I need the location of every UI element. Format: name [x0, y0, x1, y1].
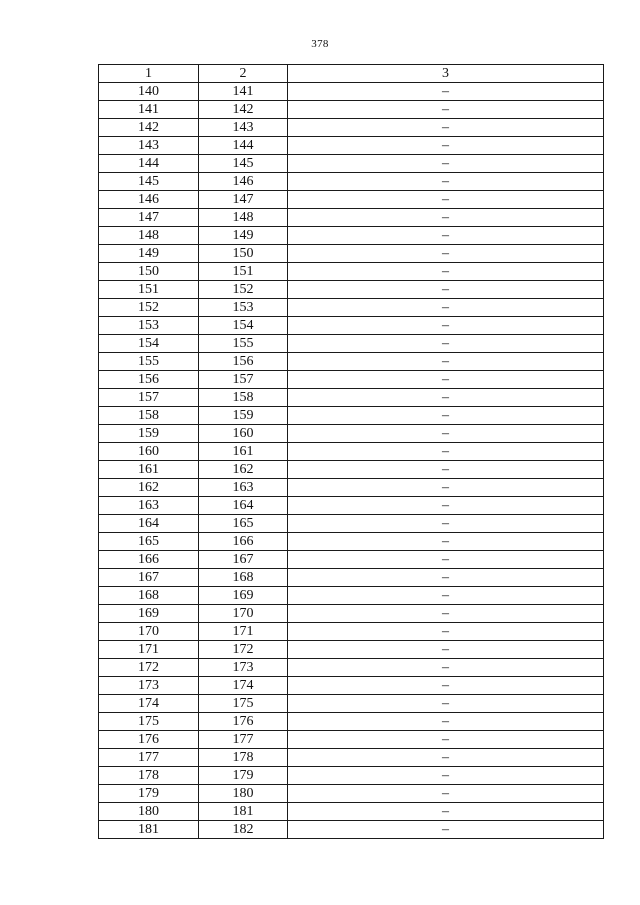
- table-cell-col2: 156: [199, 353, 288, 371]
- table-row: [99, 569, 604, 587]
- table-cell-col2: 177: [199, 731, 288, 749]
- table-cell-col1: 153: [99, 317, 199, 335]
- table-cell-col2: 180: [199, 785, 288, 803]
- table-cell-col2: 170: [199, 605, 288, 623]
- table-cell-col3: –: [288, 713, 604, 731]
- table-cell-col3: –: [288, 515, 604, 533]
- table-cell-col1: 177: [99, 749, 199, 767]
- table-cell-col3: –: [288, 407, 604, 425]
- table-cell-col1: 161: [99, 461, 199, 479]
- table-row: [99, 407, 604, 425]
- table-cell-col3: –: [288, 803, 604, 821]
- table-cell-col1: 171: [99, 641, 199, 659]
- table-cell-col2: 160: [199, 425, 288, 443]
- table-cell-col2: 153: [199, 299, 288, 317]
- table-row: [99, 767, 604, 785]
- table-cell-col3: –: [288, 821, 604, 839]
- table-cell-col2: 169: [199, 587, 288, 605]
- table-cell-col1: 142: [99, 119, 199, 137]
- table-row: [99, 623, 604, 641]
- table-cell-col2: 142: [199, 101, 288, 119]
- table-cell-col2: 174: [199, 677, 288, 695]
- table-row: [99, 389, 604, 407]
- table-cell-col3: –: [288, 83, 604, 101]
- table-cell-col1: 169: [99, 605, 199, 623]
- table-row: [99, 497, 604, 515]
- table-cell-col1: 146: [99, 191, 199, 209]
- table-row: [99, 533, 604, 551]
- table-cell-col2: 166: [199, 533, 288, 551]
- table-cell-col2: 141: [199, 83, 288, 101]
- table-cell-col3: –: [288, 641, 604, 659]
- table-cell-col2: 161: [199, 443, 288, 461]
- table-cell-col2: 158: [199, 389, 288, 407]
- table-cell-col1: 158: [99, 407, 199, 425]
- table-cell-col2: 165: [199, 515, 288, 533]
- table-cell-col1: 151: [99, 281, 199, 299]
- table-cell-col2: 144: [199, 137, 288, 155]
- table-row: [99, 191, 604, 209]
- table-cell-col3: –: [288, 335, 604, 353]
- table-cell-col2: 162: [199, 461, 288, 479]
- table-cell-col1: 147: [99, 209, 199, 227]
- column-header-2: 2: [199, 65, 288, 83]
- table-row: [99, 119, 604, 137]
- table-row: [99, 821, 604, 839]
- table-cell-col1: 143: [99, 137, 199, 155]
- table-cell-col1: 144: [99, 155, 199, 173]
- table-cell-col3: –: [288, 425, 604, 443]
- table-row: [99, 137, 604, 155]
- table-cell-col1: 174: [99, 695, 199, 713]
- table-cell-col3: –: [288, 785, 604, 803]
- table-cell-col1: 148: [99, 227, 199, 245]
- table-cell-col1: 175: [99, 713, 199, 731]
- table-cell-col3: –: [288, 533, 604, 551]
- table-row: [99, 101, 604, 119]
- table-cell-col3: –: [288, 209, 604, 227]
- table-row: [99, 713, 604, 731]
- table-row: [99, 785, 604, 803]
- table-cell-col1: 179: [99, 785, 199, 803]
- table-cell-col1: 176: [99, 731, 199, 749]
- table-cell-col2: 163: [199, 479, 288, 497]
- table-cell-col2: 154: [199, 317, 288, 335]
- table-cell-col2: 173: [199, 659, 288, 677]
- table-cell-col2: 167: [199, 551, 288, 569]
- column-header-3: 3: [288, 65, 604, 83]
- table-cell-col3: –: [288, 281, 604, 299]
- table-row: [99, 317, 604, 335]
- table-cell-col1: 168: [99, 587, 199, 605]
- table-row: [99, 551, 604, 569]
- table-row: [99, 353, 604, 371]
- table-cell-col3: –: [288, 461, 604, 479]
- table-cell-col1: 154: [99, 335, 199, 353]
- table-cell-col2: 145: [199, 155, 288, 173]
- table-row: [99, 587, 604, 605]
- table-cell-col3: –: [288, 227, 604, 245]
- table-row: [99, 173, 604, 191]
- table-cell-col1: 141: [99, 101, 199, 119]
- table-row: [99, 245, 604, 263]
- table-row: [99, 281, 604, 299]
- table-cell-col2: 150: [199, 245, 288, 263]
- table-cell-col2: 171: [199, 623, 288, 641]
- table-cell-col3: –: [288, 497, 604, 515]
- table-header: [99, 65, 604, 83]
- table-cell-col1: 167: [99, 569, 199, 587]
- table-cell-col1: 173: [99, 677, 199, 695]
- table-cell-col1: 155: [99, 353, 199, 371]
- header-row: [99, 65, 604, 83]
- table-cell-col1: 166: [99, 551, 199, 569]
- table-row: [99, 605, 604, 623]
- table-row: [99, 299, 604, 317]
- table-cell-col3: –: [288, 749, 604, 767]
- table-row: [99, 425, 604, 443]
- table-row: [99, 749, 604, 767]
- table-cell-col2: 151: [199, 263, 288, 281]
- table-cell-col2: 178: [199, 749, 288, 767]
- data-table: [98, 64, 604, 839]
- table-cell-col1: 178: [99, 767, 199, 785]
- table-row: [99, 695, 604, 713]
- table-cell-col1: 172: [99, 659, 199, 677]
- table-cell-col2: 168: [199, 569, 288, 587]
- table-cell-col1: 149: [99, 245, 199, 263]
- table-row: [99, 461, 604, 479]
- table-cell-col1: 180: [99, 803, 199, 821]
- table-cell-col2: 182: [199, 821, 288, 839]
- table-cell-col2: 152: [199, 281, 288, 299]
- table-cell-col3: –: [288, 299, 604, 317]
- table-cell-col3: –: [288, 173, 604, 191]
- table-cell-col3: –: [288, 245, 604, 263]
- table-cell-col3: –: [288, 137, 604, 155]
- table-cell-col3: –: [288, 695, 604, 713]
- table-row: [99, 263, 604, 281]
- table-row: [99, 155, 604, 173]
- table-cell-col3: –: [288, 317, 604, 335]
- table-cell-col1: 157: [99, 389, 199, 407]
- table-cell-col1: 181: [99, 821, 199, 839]
- table-cell-col3: –: [288, 155, 604, 173]
- table-cell-col2: 149: [199, 227, 288, 245]
- table-row: [99, 371, 604, 389]
- table-row: [99, 335, 604, 353]
- table-row: [99, 209, 604, 227]
- table-cell-col3: –: [288, 659, 604, 677]
- table-cell-col2: 181: [199, 803, 288, 821]
- table-cell-col1: 165: [99, 533, 199, 551]
- table-cell-col3: –: [288, 569, 604, 587]
- table-cell-col3: –: [288, 119, 604, 137]
- table-cell-col1: 145: [99, 173, 199, 191]
- table-cell-col3: –: [288, 101, 604, 119]
- table-cell-col1: 163: [99, 497, 199, 515]
- table-cell-col3: –: [288, 353, 604, 371]
- table-cell-col1: 159: [99, 425, 199, 443]
- table-cell-col2: 148: [199, 209, 288, 227]
- table-cell-col1: 152: [99, 299, 199, 317]
- column-header-1: 1: [99, 65, 199, 83]
- table-row: [99, 515, 604, 533]
- table-cell-col2: 164: [199, 497, 288, 515]
- table-row: [99, 803, 604, 821]
- table-cell-col2: 175: [199, 695, 288, 713]
- table-row: [99, 659, 604, 677]
- table-cell-col2: 147: [199, 191, 288, 209]
- table-row: [99, 443, 604, 461]
- table-cell-col1: 170: [99, 623, 199, 641]
- table-cell-col3: –: [288, 371, 604, 389]
- table-cell-col3: –: [288, 263, 604, 281]
- table-row: [99, 677, 604, 695]
- table-cell-col1: 150: [99, 263, 199, 281]
- table-cell-col3: –: [288, 551, 604, 569]
- table-cell-col1: 156: [99, 371, 199, 389]
- table-row: [99, 479, 604, 497]
- table-cell-col3: –: [288, 389, 604, 407]
- table-cell-col1: 160: [99, 443, 199, 461]
- table-cell-col2: 157: [199, 371, 288, 389]
- table-cell-col2: 143: [199, 119, 288, 137]
- table-cell-col2: 159: [199, 407, 288, 425]
- table-cell-col3: –: [288, 731, 604, 749]
- table-cell-col1: 140: [99, 83, 199, 101]
- table-cell-col2: 146: [199, 173, 288, 191]
- table-cell-col3: –: [288, 605, 604, 623]
- table-cell-col3: –: [288, 191, 604, 209]
- table-cell-col2: 172: [199, 641, 288, 659]
- table-row: [99, 731, 604, 749]
- table-body: [99, 83, 604, 839]
- table-row: [99, 641, 604, 659]
- table-row: [99, 83, 604, 101]
- table-cell-col3: –: [288, 587, 604, 605]
- table-cell-col3: –: [288, 479, 604, 497]
- page-number: 378: [311, 38, 329, 50]
- table-row: [99, 227, 604, 245]
- table-cell-col3: –: [288, 623, 604, 641]
- table-cell-col2: 176: [199, 713, 288, 731]
- table-cell-col3: –: [288, 767, 604, 785]
- table-cell-col2: 155: [199, 335, 288, 353]
- table-cell-col1: 164: [99, 515, 199, 533]
- table-cell-col2: 179: [199, 767, 288, 785]
- table-cell-col3: –: [288, 677, 604, 695]
- table-cell-col1: 162: [99, 479, 199, 497]
- table-cell-col3: –: [288, 443, 604, 461]
